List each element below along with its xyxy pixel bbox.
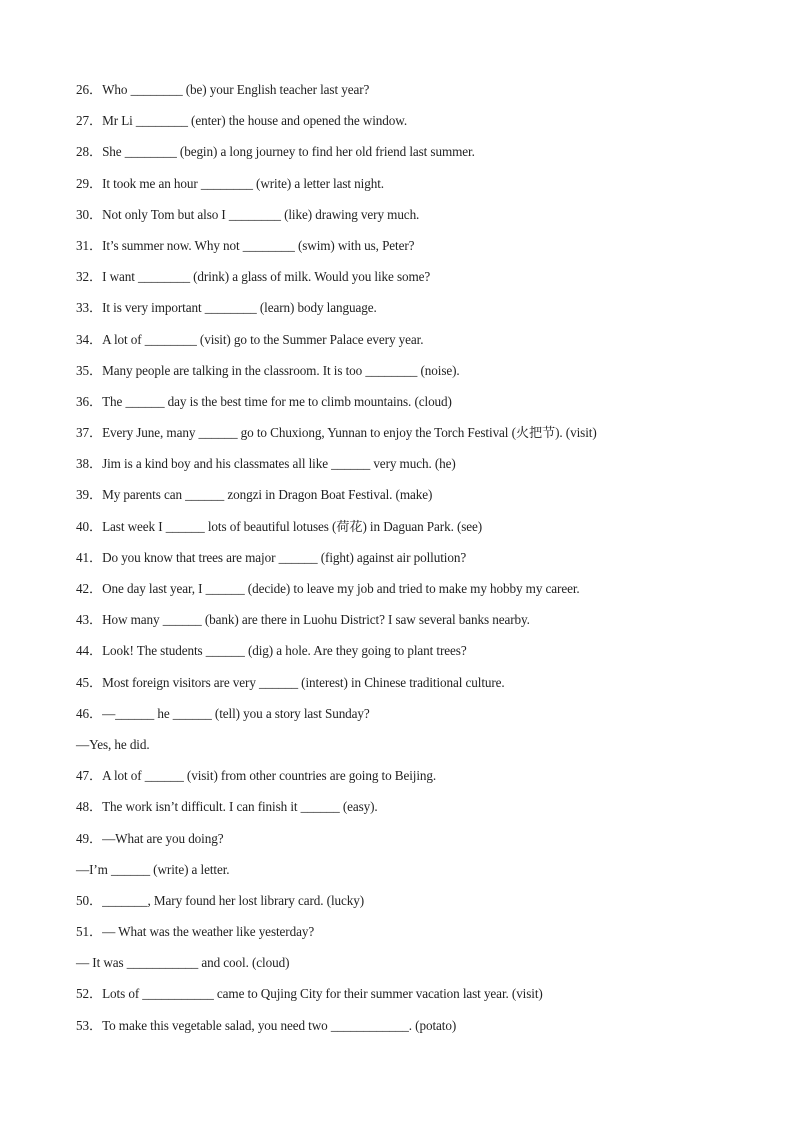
question-32 bbox=[76, 267, 776, 298]
question-31 bbox=[76, 236, 776, 267]
question-text: She ________ (begin) a long journey to find her old friend last summer. bbox=[102, 144, 475, 160]
question-text: Every June, many ______ go to Chuxiong, Yunnan to enjoy the Torch Festival (火把节). (visit) bbox=[102, 425, 597, 441]
question-number: 33． bbox=[76, 300, 103, 316]
question-text: Look! The students ______ (dig) a hole. Are they going to plant trees? bbox=[102, 643, 467, 659]
question-text: —I’m ______ (write) a letter. bbox=[76, 861, 230, 877]
question-number: 50． bbox=[76, 892, 103, 908]
question-47 bbox=[76, 766, 776, 797]
question-text: Most foreign visitors are very ______ (interest) in Chinese traditional culture. bbox=[102, 674, 505, 690]
question-text: Last week I ______ lots of beautiful lotuses (荷花) in Daguan Park. (see) bbox=[102, 518, 483, 534]
question-30 bbox=[76, 205, 776, 236]
question-44 bbox=[76, 641, 776, 672]
question-text: How many ______ (bank) are there in Luohu District? I saw several banks nearby. bbox=[102, 612, 530, 628]
question-text: Mr Li ________ (enter) the house and opened the window. bbox=[102, 113, 408, 129]
question-number: 38． bbox=[76, 456, 103, 472]
question-number: 27． bbox=[76, 113, 103, 129]
question-text: It took me an hour ________ (write) a letter last night. bbox=[102, 175, 384, 191]
question-number: 52． bbox=[76, 986, 103, 1002]
question-number: 35． bbox=[76, 362, 103, 378]
question-number: 45． bbox=[76, 674, 103, 690]
question-text: Jim is a kind boy and his classmates all like ______ very much. (he) bbox=[102, 456, 456, 472]
question-text: A lot of ______ (visit) from other countries are going to Beijing. bbox=[102, 768, 437, 784]
question-text: A lot of ________ (visit) go to the Summer Palace every year. bbox=[102, 331, 424, 347]
question-text: —Yes, he did. bbox=[76, 736, 150, 752]
question-53 bbox=[76, 1016, 776, 1047]
question-28 bbox=[76, 142, 776, 173]
question-number: 42． bbox=[76, 581, 103, 596]
question-number: 46． bbox=[76, 705, 103, 721]
question-number: 53． bbox=[76, 1017, 103, 1033]
question-40 bbox=[76, 517, 776, 548]
question-29 bbox=[76, 174, 776, 205]
question-33 bbox=[76, 298, 776, 329]
question-49-answer bbox=[76, 860, 776, 891]
question-37 bbox=[76, 423, 776, 454]
question-51 bbox=[76, 922, 776, 953]
question-text: — What was the weather like yesterday? bbox=[102, 924, 315, 940]
question-number: 30． bbox=[76, 206, 103, 222]
question-text: Many people are talking in the classroom. It is too ________ (noise). bbox=[102, 362, 460, 378]
question-41 bbox=[76, 548, 776, 579]
question-43 bbox=[76, 610, 776, 641]
question-text: The work isn’t difficult. I can finish it ______ (easy). bbox=[102, 799, 378, 815]
question-35 bbox=[76, 361, 776, 392]
question-number: 48． bbox=[76, 799, 103, 815]
question-number: 49． bbox=[76, 830, 103, 846]
question-number: 43． bbox=[76, 612, 103, 628]
question-text: It’s summer now. Why not ________ (swim) with us, Peter? bbox=[102, 237, 415, 253]
question-34 bbox=[76, 330, 776, 361]
question-27 bbox=[76, 111, 776, 142]
question-number: 31． bbox=[76, 237, 103, 253]
question-text: Lots of ___________ came to Qujing City for their summer vacation last year. (visit) bbox=[102, 986, 543, 1002]
question-text: —______ he ______ (tell) you a story last Sunday? bbox=[102, 705, 370, 721]
question-46 bbox=[76, 704, 776, 735]
question-49 bbox=[76, 829, 776, 860]
question-text: To make this vegetable salad, you need two ____________. (potato) bbox=[102, 1017, 457, 1033]
question-number: 26． bbox=[76, 82, 103, 97]
question-39 bbox=[76, 485, 776, 516]
question-48 bbox=[76, 797, 776, 828]
question-38 bbox=[76, 454, 776, 485]
question-list bbox=[76, 80, 776, 1047]
question-text: My parents can ______ zongzi in Dragon Boat Festival. (make) bbox=[102, 487, 433, 503]
question-number: 51． bbox=[76, 924, 103, 940]
question-51-answer bbox=[76, 953, 776, 984]
question-text: It is very important ________ (learn) body language. bbox=[102, 300, 377, 316]
question-text: I want ________ (drink) a glass of milk. Would you like some? bbox=[102, 269, 431, 285]
question-number: 34． bbox=[76, 331, 103, 347]
question-45 bbox=[76, 673, 776, 704]
question-number: 40． bbox=[76, 518, 103, 534]
question-text: —What are you doing? bbox=[102, 830, 224, 846]
question-text: Not only Tom but also I ________ (like) drawing very much. bbox=[102, 206, 420, 222]
question-number: 41． bbox=[76, 549, 103, 565]
question-46-answer bbox=[76, 735, 776, 766]
question-text: _______, Mary found her lost library card. (lucky) bbox=[102, 892, 365, 908]
question-number: 29． bbox=[76, 175, 103, 191]
question-text: Do you know that trees are major ______ (fight) against air pollution? bbox=[102, 549, 467, 565]
question-42 bbox=[76, 579, 776, 610]
question-number: 47． bbox=[76, 768, 103, 784]
question-number: 44． bbox=[76, 643, 103, 659]
question-number: 28． bbox=[76, 144, 103, 160]
question-26 bbox=[76, 80, 776, 111]
question-text: — It was ___________ and cool. (cloud) bbox=[76, 955, 290, 971]
question-number: 39． bbox=[76, 487, 103, 503]
question-number: 36． bbox=[76, 393, 103, 409]
question-number: 32． bbox=[76, 269, 103, 285]
question-text: Who ________ (be) your English teacher last year? bbox=[102, 82, 370, 97]
question-number: 37． bbox=[76, 425, 103, 441]
question-52 bbox=[76, 984, 776, 1015]
question-36 bbox=[76, 392, 776, 423]
question-text: One day last year, I ______ (decide) to leave my job and tried to make my hobby my career. bbox=[102, 581, 580, 596]
question-50 bbox=[76, 891, 776, 922]
question-text: The ______ day is the best time for me to climb mountains. (cloud) bbox=[102, 393, 452, 409]
